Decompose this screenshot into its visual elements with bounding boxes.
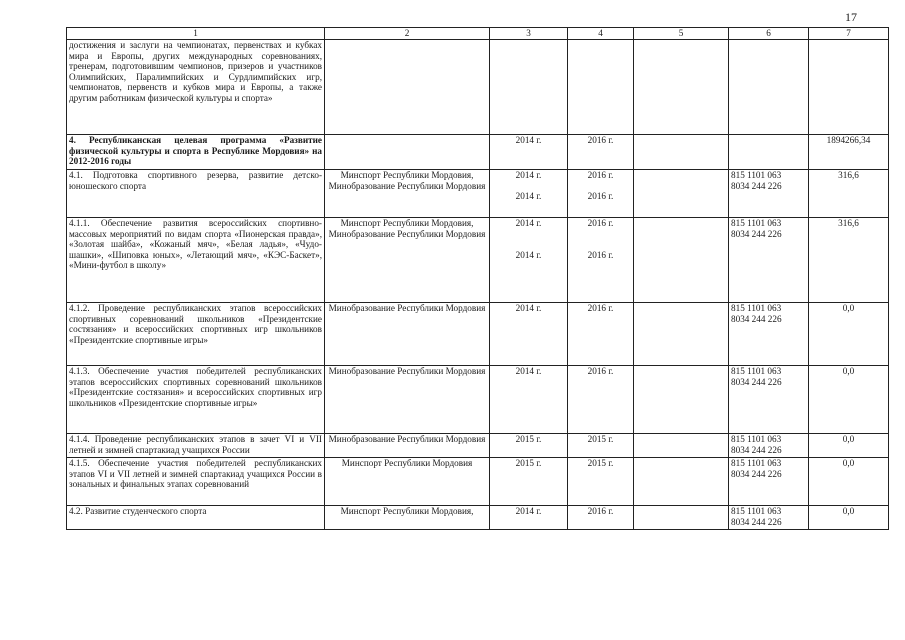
table-row bbox=[67, 434, 889, 458]
table-row bbox=[67, 218, 889, 303]
table-cell-c7: 0,0 bbox=[809, 303, 889, 366]
table-cell-c2 bbox=[325, 303, 490, 366]
table-cell-c5 bbox=[634, 434, 729, 458]
table-cell-c6 bbox=[729, 366, 809, 434]
table-cell-c1: 4.1.2. Проведение республиканских этапов всероссийских спортивных соревнований школьников «Президентские состязания» и всероссийских спортивных игр школьников «Президентские спортивные игры» bbox=[67, 303, 325, 366]
table-cell-c4 bbox=[568, 303, 634, 366]
cell-line: 2014 г. bbox=[515, 218, 542, 228]
table-cell-c5 bbox=[634, 170, 729, 218]
cell-line: Минспорт Республики Мордовия bbox=[341, 458, 473, 468]
table-cell-c4 bbox=[568, 135, 634, 170]
table-cell-c1: 4.1.5. Обеспечение участия победителей республиканских этапов VI и VII летней и зимней спартакиад учащихся России в зональных и финальных этапах соревнований bbox=[67, 458, 325, 506]
cell-line: 2014 г. bbox=[515, 366, 542, 376]
cell-line: 815 1101 063 bbox=[731, 434, 782, 444]
header-cell: 3 bbox=[490, 28, 568, 40]
table-cell-c1: 4.2. Развитие студенческого спорта bbox=[67, 506, 325, 530]
cell-line: 8034 244 226 bbox=[731, 516, 782, 527]
cell-line: 2016 г. bbox=[587, 303, 614, 313]
header-cell: 7 bbox=[809, 28, 889, 40]
table-cell-c7: 316,6 bbox=[809, 170, 889, 218]
table-cell-c3 bbox=[490, 434, 568, 458]
header-cell: 2 bbox=[325, 28, 490, 40]
table-cell-c7: 316,6 bbox=[809, 218, 889, 303]
cell-line: Минспорт Республики Мордовия, bbox=[340, 218, 474, 228]
table-cell-c3 bbox=[490, 40, 568, 135]
cell-line: 8034 244 226 bbox=[731, 228, 782, 239]
cell-line: 2015 г. bbox=[587, 458, 614, 468]
cell-line: 8034 244 226 bbox=[731, 313, 782, 324]
table-cell-c3 bbox=[490, 366, 568, 434]
cell-line: Минспорт Республики Мордовия, bbox=[340, 506, 474, 516]
cell-line: 2014 г. bbox=[515, 135, 542, 145]
table-cell-c6 bbox=[729, 40, 809, 135]
table-cell-c7 bbox=[809, 40, 889, 135]
table-cell-c5 bbox=[634, 303, 729, 366]
table-cell-c1: 4.1.1. Обеспечение развития всероссийских спортивно-массовых мероприятий по видам спорта «Пионерская правда», «Золотая шайба», «Кожаный мяч», «Белая ладья», «Чудо-шашки», «Шиповка юных», «Летающий мяч», «КЭС-Баскет», «Мини-футбол в школу» bbox=[67, 218, 325, 303]
table-cell-c3 bbox=[490, 458, 568, 506]
table-cell-c5 bbox=[634, 218, 729, 303]
cell-line: 2016 г. bbox=[587, 191, 614, 202]
table-cell-c6 bbox=[729, 506, 809, 530]
table-row bbox=[67, 506, 889, 530]
cell-line: 815 1101 063 bbox=[731, 366, 782, 376]
cell-line: 2015 г. bbox=[515, 458, 542, 468]
table-row bbox=[67, 366, 889, 434]
cell-line: Минобразование Республики Мордовия bbox=[328, 303, 486, 313]
table-cell-c1: достижения и заслуги на чемпионатах, первенствах и кубках мира и Европы, других международных соревнованиях, тренерам, подготовившим чемпионов, призеров и участников Олимпийских, Паралимпийских и Сурдлимпийских игр, чемпионатов, первенств и кубков мира и Европы, а также другим работникам физической культуры и спорта» bbox=[67, 40, 325, 135]
table-cell-c6 bbox=[729, 218, 809, 303]
table-cell-c5 bbox=[634, 40, 729, 135]
cell-line: 2016 г. bbox=[587, 135, 614, 145]
table-cell-c4 bbox=[568, 40, 634, 135]
table-cell-c4 bbox=[568, 506, 634, 530]
table-cell-c7: 0,0 bbox=[809, 366, 889, 434]
cell-line: 8034 244 226 bbox=[731, 444, 782, 455]
table-row bbox=[67, 303, 889, 366]
table-cell-c6 bbox=[729, 303, 809, 366]
table-cell-c6 bbox=[729, 170, 809, 218]
table-cell-c4 bbox=[568, 218, 634, 303]
table-cell-c3 bbox=[490, 135, 568, 170]
cell-line: 2014 г. bbox=[515, 249, 542, 260]
header-cell: 1 bbox=[67, 28, 325, 40]
table-cell-c2 bbox=[325, 135, 490, 170]
cell-line: Минобразование Республики Мордовия bbox=[328, 366, 486, 376]
table-cell-c3 bbox=[490, 506, 568, 530]
cell-line: 2016 г. bbox=[587, 170, 614, 180]
table-cell-c2 bbox=[325, 434, 490, 458]
table-row bbox=[67, 40, 889, 135]
cell-line: Минобразование Республики Мордовия bbox=[328, 180, 486, 191]
header-cell: 4 bbox=[568, 28, 634, 40]
table-row bbox=[67, 135, 889, 170]
table-cell-c7: 0,0 bbox=[809, 434, 889, 458]
cell-line: 815 1101 063 bbox=[731, 170, 782, 180]
table-cell-c5 bbox=[634, 366, 729, 434]
header-cell: 5 bbox=[634, 28, 729, 40]
cell-line: 2014 г. bbox=[515, 506, 542, 516]
cell-line: 2015 г. bbox=[515, 434, 542, 444]
cell-line: 2015 г. bbox=[587, 434, 614, 444]
header-cell: 6 bbox=[729, 28, 809, 40]
table-cell-c2 bbox=[325, 40, 490, 135]
table-cell-c3 bbox=[490, 303, 568, 366]
table-cell-c7: 0,0 bbox=[809, 458, 889, 506]
table-cell-c2 bbox=[325, 506, 490, 530]
table-cell-c1: 4.1.3. Обеспечение участия победителей республиканских этапов всероссийских спортивных соревнований школьников «Президентские состязания» и всероссийских спортивных игр школьников «Президентские спортивные игры» bbox=[67, 366, 325, 434]
cell-line: 2014 г. bbox=[515, 170, 542, 180]
cell-line: 2016 г. bbox=[587, 366, 614, 376]
cell-line: Минспорт Республики Мордовия, bbox=[340, 170, 474, 180]
table-row bbox=[67, 170, 889, 218]
cell-line: Минобразование Республики Мордовия bbox=[328, 228, 486, 239]
page-number: 17 bbox=[845, 10, 857, 24]
table-cell-c4 bbox=[568, 458, 634, 506]
table-cell-c7: 0,0 bbox=[809, 506, 889, 530]
table-cell-c3 bbox=[490, 170, 568, 218]
cell-line: 2014 г. bbox=[515, 191, 542, 202]
table-cell-c5 bbox=[634, 135, 729, 170]
table-row bbox=[67, 458, 889, 506]
table-cell-c7: 1894266,34 bbox=[809, 135, 889, 170]
cell-line: 2014 г. bbox=[515, 303, 542, 313]
budget-table bbox=[66, 27, 889, 530]
cell-line: 815 1101 063 bbox=[731, 506, 782, 516]
cell-line: Минобразование Республики Мордовия bbox=[328, 434, 486, 444]
table-cell-c3 bbox=[490, 218, 568, 303]
cell-line: 2016 г. bbox=[587, 249, 614, 260]
table-cell-c4 bbox=[568, 170, 634, 218]
cell-line: 815 1101 063 bbox=[731, 218, 782, 228]
table-cell-c6 bbox=[729, 458, 809, 506]
table-cell-c4 bbox=[568, 434, 634, 458]
cell-line: 8034 244 226 bbox=[731, 376, 782, 387]
table-cell-c1: 4.1. Подготовка спортивного резерва, развитие детско-юношеского спорта bbox=[67, 170, 325, 218]
table-cell-c1: 4.1.4. Проведение республиканских этапов в зачет VI и VII летней и зимней спартакиад учащихся России bbox=[67, 434, 325, 458]
table-cell-c1: 4. Республиканская целевая программа «Развитие физической культуры и спорта в Республике Мордовия» на 2012-2016 годы bbox=[67, 135, 325, 170]
cell-line: 815 1101 063 bbox=[731, 458, 782, 468]
cell-line: 2016 г. bbox=[587, 218, 614, 228]
table-cell-c5 bbox=[634, 458, 729, 506]
cell-line: 2016 г. bbox=[587, 506, 614, 516]
cell-line: 815 1101 063 bbox=[731, 303, 782, 313]
cell-line: 8034 244 226 bbox=[731, 468, 782, 479]
table-cell-c6 bbox=[729, 135, 809, 170]
table-header-row bbox=[67, 28, 889, 40]
table-cell-c2 bbox=[325, 458, 490, 506]
table-cell-c2 bbox=[325, 366, 490, 434]
cell-line: 8034 244 226 bbox=[731, 180, 782, 191]
table-cell-c4 bbox=[568, 366, 634, 434]
table-cell-c2 bbox=[325, 170, 490, 218]
table-cell-c5 bbox=[634, 506, 729, 530]
table-cell-c2 bbox=[325, 218, 490, 303]
table-cell-c6 bbox=[729, 434, 809, 458]
